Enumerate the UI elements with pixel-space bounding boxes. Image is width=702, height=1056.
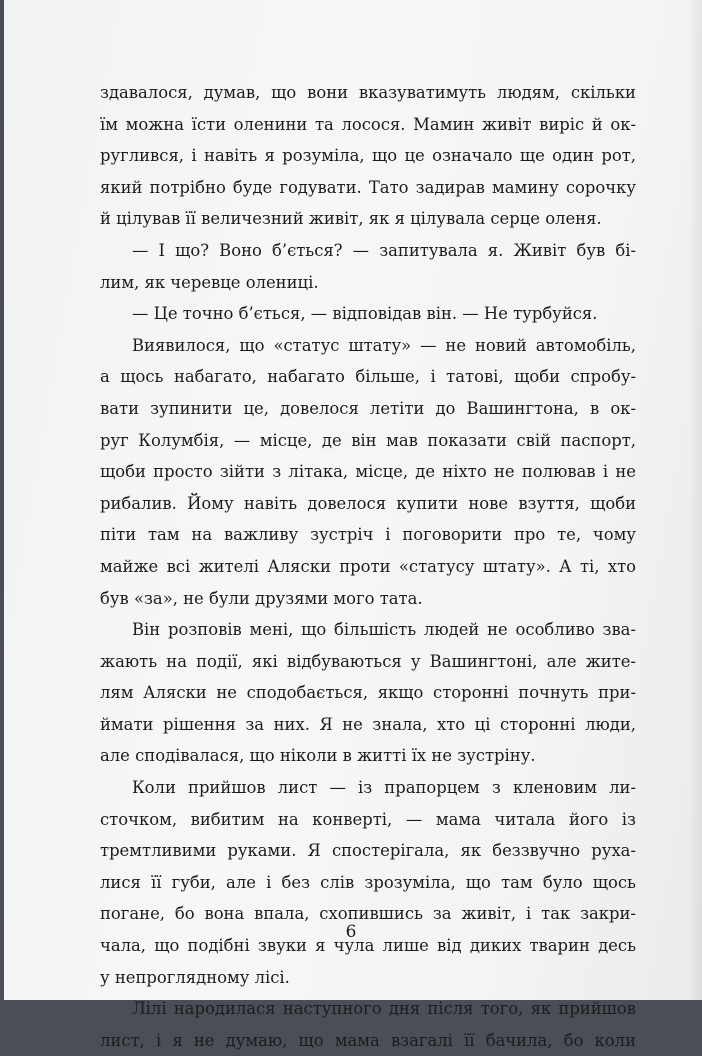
- text-line: — І що? Воно б’ється? — запитувала я. Живіт був бі-: [132, 240, 636, 260]
- text-line: здавалося, думав, що вони вказуватимуть людям, скільки: [100, 83, 636, 102]
- text-line: майже всі жителі Аляски проти «статусу штату». А ті, хто: [100, 556, 636, 576]
- text-line: руглився, і навіть я розуміла, що це означало ще один рот,: [100, 146, 636, 166]
- text-line: погане, бо вона впала, схопившись за живіт, і так закри-: [100, 904, 636, 924]
- text-line: у непроглядному лісі.: [100, 967, 290, 987]
- body-text: [100, 77, 636, 1056]
- text-line: Він розповів мені, що більшість людей не особливо зва-: [132, 620, 636, 640]
- text-line: але сподівалася, що ніколи в житті їх не зустріну.: [100, 746, 536, 766]
- text-line: піти там на важливу зустріч і поговорити про те, чому: [100, 525, 636, 545]
- text-line: їм можна їсти оленини та лосося. Мамин живіт виріс й ок-: [100, 114, 636, 134]
- text-line: вати зупинити це, довелося летіти до Вашингтона, в ок-: [100, 398, 636, 418]
- text-line: тремтливими руками. Я спостерігала, як беззвучно руха-: [100, 841, 636, 861]
- text-line: Лілі народилася наступного дня після того, як прийшов: [132, 999, 636, 1019]
- book-page: [4, 0, 702, 1050]
- text-line: щоби просто зійти з літака, місце, де ніхто не полював і не: [100, 462, 636, 482]
- text-line: сточком, вибитим на конверті, — мама читала його із: [100, 809, 636, 829]
- text-line: лист, і я не думаю, що мама взагалі її бачила, бо коли: [100, 1030, 636, 1050]
- text-line: лим, як черевце олениці.: [100, 272, 319, 292]
- text-line: ймати рішення за них. Я не знала, хто ці сторонні люди,: [100, 714, 636, 734]
- text-line: який потрібно буде годувати. Тато задирав мамину сорочку: [100, 177, 636, 197]
- text-line: руг Колумбія, — місце, де він мав показати свій паспорт,: [100, 430, 636, 450]
- text-line: чала, що подібні звуки я чула лише від диких тварин десь: [100, 936, 636, 956]
- text-line: рибалив. Йому навіть довелося купити нове взуття, щоби: [100, 493, 636, 513]
- text-line: був «за», не були друзями мого тата.: [100, 588, 423, 608]
- text-line: а щось набагато, набагато більше, і татові, щоби спробу-: [100, 367, 636, 387]
- text-line: Виявилося, що «статус штату» — не новий автомобіль,: [132, 335, 636, 355]
- text-line: Коли прийшов лист — із прапорцем з кленовим ли-: [132, 778, 636, 798]
- text-line: лися її губи, але і без слів зрозуміла, що там було щось: [100, 872, 636, 892]
- text-line: — Це точно б’ється, — відповідав він. — Не турбуйся.: [132, 304, 598, 324]
- text-line: жають на події, які відбуваються у Вашингтоні, але жите-: [100, 651, 636, 671]
- text-line: лям Аляски не сподобається, якщо сторонні почнуть при-: [100, 683, 636, 703]
- text-line: й цілував її величезний живіт, як я цілувала серце оленя.: [100, 209, 602, 229]
- page-edge-shadow: [688, 0, 702, 1000]
- page-number: 6: [345, 922, 357, 942]
